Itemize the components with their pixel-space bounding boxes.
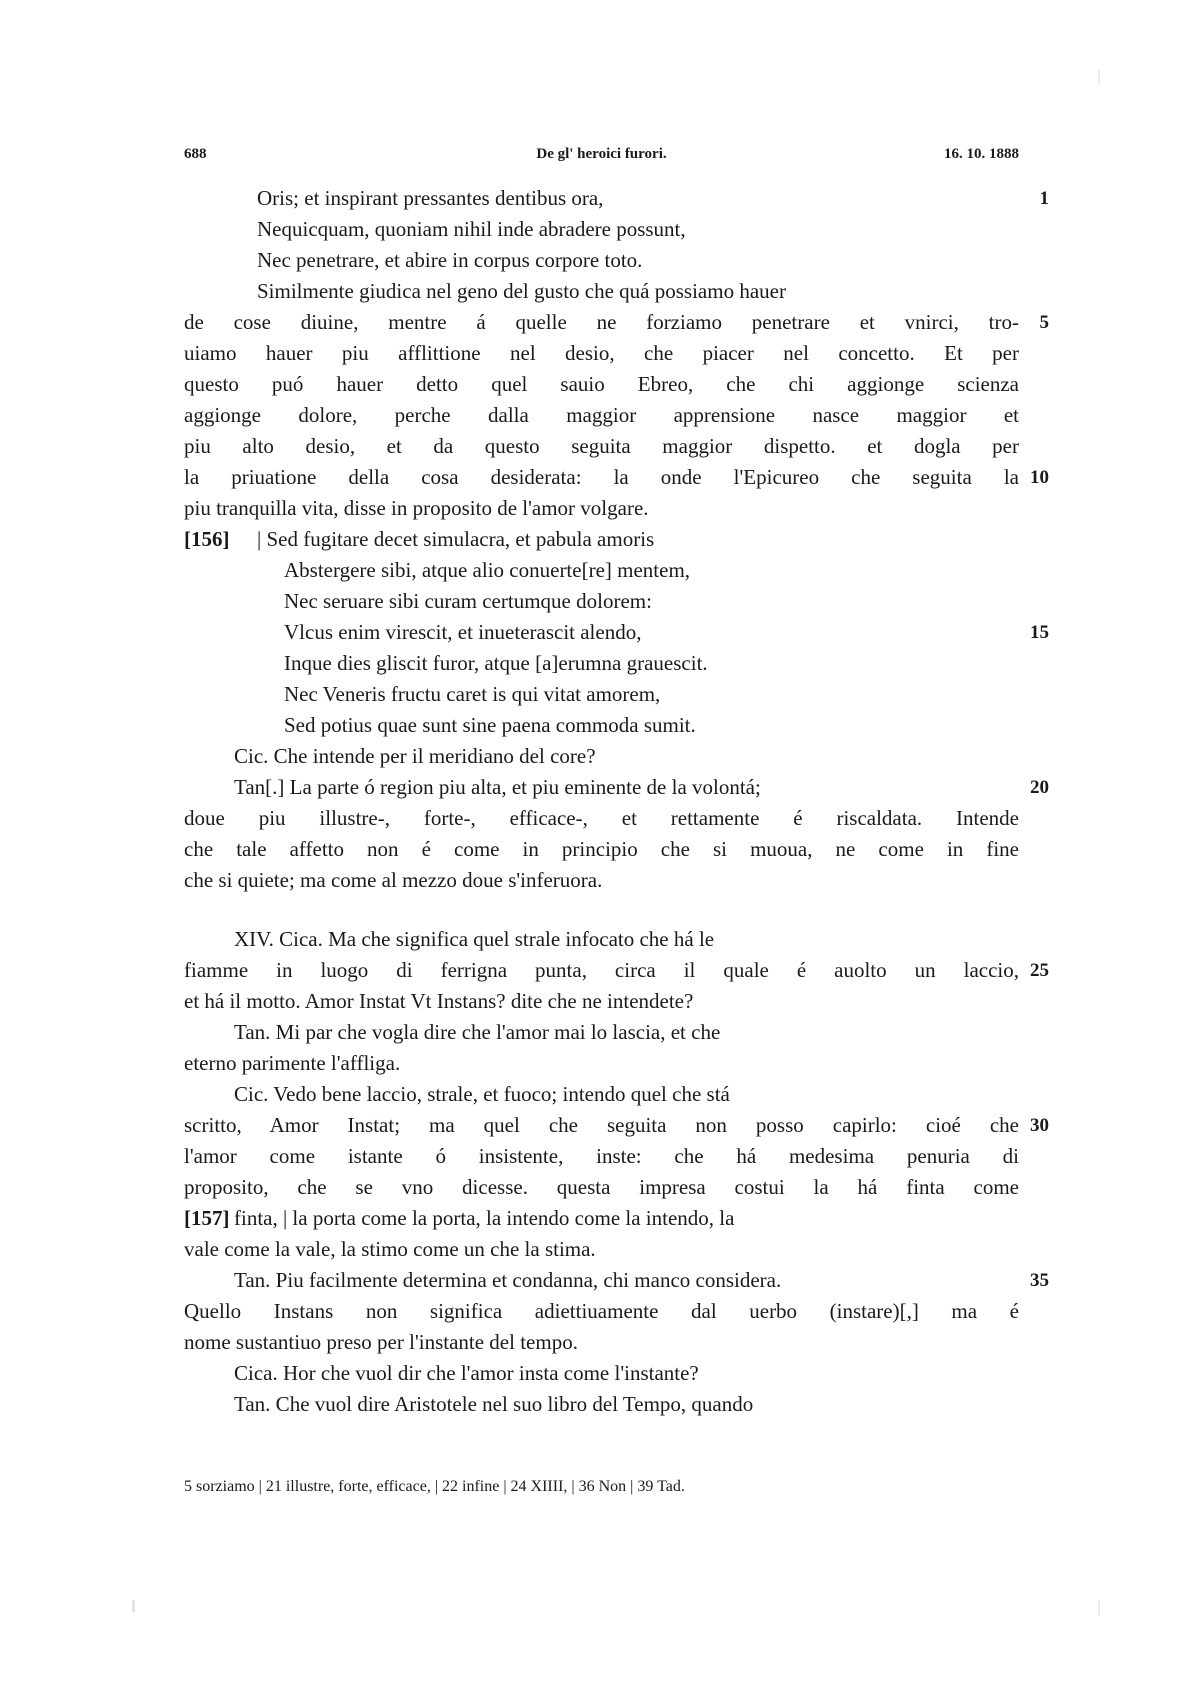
text-line xyxy=(184,431,1019,462)
line-text: piu alto desio, et da questo seguita maggior dispetto. et dogla per xyxy=(184,434,1019,458)
line-text: Cica. Hor che vuol dir che l'amor insta come l'instante? xyxy=(234,1361,699,1385)
text-line xyxy=(184,400,1019,431)
line-number: 35 xyxy=(1030,1270,1049,1291)
text-line xyxy=(184,834,1019,865)
text-line xyxy=(184,586,1019,617)
page-marker: [157] xyxy=(184,1206,230,1230)
text-line xyxy=(184,1110,1049,1141)
header-date: 16. 10. 1888 xyxy=(944,146,1019,162)
text-line xyxy=(184,865,1019,896)
line-text: Tan. Che vuol dire Aristotele nel suo libro del Tempo, quando xyxy=(234,1392,754,1416)
line-text: Nequicquam, quoniam nihil inde abradere possunt, xyxy=(257,217,686,241)
text-line xyxy=(184,1048,1019,1079)
line-text: Tan. Piu facilmente determina et condanna, chi manco considera. xyxy=(234,1268,782,1292)
line-text: Inque dies gliscit furor, atque [a]erumna grauescit. xyxy=(284,651,708,675)
page-body xyxy=(184,183,1049,1420)
text-line xyxy=(184,1234,1019,1265)
line-number: 1 xyxy=(1039,188,1049,209)
text-line xyxy=(184,1389,1019,1420)
line-text: Tan. Mi par che vogla dire che l'amor mai lo lascia, et che xyxy=(234,1020,721,1044)
text-line xyxy=(184,369,1019,400)
text-line xyxy=(184,1327,1019,1358)
line-text: Oris; et inspirant pressantes dentibus ora, xyxy=(257,186,604,210)
text-line xyxy=(184,276,1019,307)
scan-mark xyxy=(132,1600,135,1612)
line-text: eterno parimente l'affliga. xyxy=(184,1051,401,1075)
page-marker: [156] xyxy=(184,527,230,551)
line-text: aggionge dolore, perche dalla maggior apprensione nasce maggior et xyxy=(184,403,1019,427)
text-line xyxy=(184,555,1019,586)
page-number: 688 xyxy=(184,146,207,162)
line-text: XIV. Cica. Ma che significa quel strale infocato che há le xyxy=(234,927,715,951)
text-line xyxy=(184,1358,1019,1389)
running-header xyxy=(184,146,1019,170)
text-line xyxy=(184,1265,1049,1296)
footnotes: 5 sorziamo | 21 illustre, forte, efficace, | 22 infine | 24 XIIII, | 36 Non | 39 Tad. xyxy=(184,1478,685,1495)
text-line xyxy=(184,986,1019,1017)
text-line xyxy=(184,955,1049,986)
text-line xyxy=(184,679,1019,710)
scan-mark xyxy=(1098,1600,1100,1616)
text-line xyxy=(184,307,1049,338)
line-text: Vlcus enim virescit, et inueterascit alendo, xyxy=(284,620,642,644)
scan-mark xyxy=(1098,70,1100,84)
line-text: Quello Instans non significa adiettiuamente dal uerbo (instare)[,] ma é xyxy=(184,1299,1019,1323)
line-text: Nec Veneris fructu caret is qui vitat amorem, xyxy=(284,682,661,706)
line-text: Nec seruare sibi curam certumque dolorem: xyxy=(284,589,652,613)
text-line xyxy=(184,1079,1019,1110)
line-text: vale come la vale, la stimo come un che la stima. xyxy=(184,1237,596,1261)
line-number: 20 xyxy=(1030,777,1049,798)
line-text: Cic. Che intende per il meridiano del core? xyxy=(234,744,596,768)
text-line xyxy=(184,1141,1019,1172)
text-line xyxy=(184,1203,1019,1234)
running-title: De gl' heroici furori. xyxy=(536,146,667,162)
line-text: Similmente giudica nel geno del gusto che quá possiamo hauer xyxy=(257,279,786,303)
line-text: questo puó hauer detto quel sauio Ebreo, che chi aggionge scienza xyxy=(184,372,1019,396)
line-text: nome sustantiuo preso per l'instante del tempo. xyxy=(184,1330,578,1354)
text-line xyxy=(184,245,1019,276)
line-text: scritto, Amor Instat; ma quel che seguita non posso capirlo: cioé che xyxy=(184,1113,1019,1137)
text-line xyxy=(184,493,1019,524)
line-number: 30 xyxy=(1030,1115,1049,1136)
text-line xyxy=(184,648,1019,679)
text-line xyxy=(184,741,1019,772)
line-text: de cose diuine, mentre á quelle ne forziamo penetrare et vnirci, tro- xyxy=(184,310,1019,334)
text-line xyxy=(184,462,1049,493)
line-text: la priuatione della cosa desiderata: la onde l'Epicureo che seguita la xyxy=(184,465,1019,489)
text-line xyxy=(184,924,1019,955)
text-line xyxy=(184,214,1019,245)
line-number: 15 xyxy=(1030,622,1049,643)
text-line xyxy=(184,524,1019,555)
text-line xyxy=(184,617,1049,648)
line-text: Sed potius quae sunt sine paena commoda sumit. xyxy=(284,713,696,737)
section-gap xyxy=(184,896,1019,924)
line-text: finta, | la porta come la porta, la intendo come la intendo, la xyxy=(234,1206,735,1230)
line-text: proposito, che se vno dicesse. questa impresa costui la há finta come xyxy=(184,1175,1019,1199)
line-text: uiamo hauer piu afflittione nel desio, che piacer nel concetto. Et per xyxy=(184,341,1019,365)
line-text: Cic. Vedo bene laccio, strale, et fuoco; intendo quel che stá xyxy=(234,1082,730,1106)
text-line xyxy=(184,1296,1019,1327)
line-text: Tan[.] La parte ó region piu alta, et piu eminente de la volontá; xyxy=(234,775,761,799)
line-text: Nec penetrare, et abire in corpus corpore toto. xyxy=(257,248,643,272)
line-text: et há il motto. Amor Instat Vt Instans? dite che ne intendete? xyxy=(184,989,694,1013)
text-line xyxy=(184,1172,1019,1203)
text-line xyxy=(184,710,1019,741)
line-number: 25 xyxy=(1030,960,1049,981)
line-text: l'amor come istante ó insistente, inste: che há medesima penuria di xyxy=(184,1144,1019,1168)
line-text: che si quiete; ma come al mezzo doue s'inferuora. xyxy=(184,868,603,892)
line-text: piu tranquilla vita, disse in proposito de l'amor volgare. xyxy=(184,496,649,520)
text-line xyxy=(184,803,1019,834)
text-line xyxy=(184,1017,1019,1048)
line-text: che tale affetto non é come in principio che si muoua, ne come in fine xyxy=(184,837,1019,861)
text-line xyxy=(184,772,1049,803)
text-line xyxy=(184,338,1019,369)
line-text: | Sed fugitare decet simulacra, et pabula amoris xyxy=(257,527,655,551)
line-number: 10 xyxy=(1030,467,1049,488)
text-line xyxy=(184,183,1049,214)
line-text: fiamme in luogo di ferrigna punta, circa il quale é auolto un laccio, xyxy=(184,958,1019,982)
line-text: Abstergere sibi, atque alio conuerte[re] mentem, xyxy=(284,558,691,582)
line-number: 5 xyxy=(1039,312,1049,333)
line-text: doue piu illustre-, forte-, efficace-, et rettamente é riscaldata. Intende xyxy=(184,806,1019,830)
